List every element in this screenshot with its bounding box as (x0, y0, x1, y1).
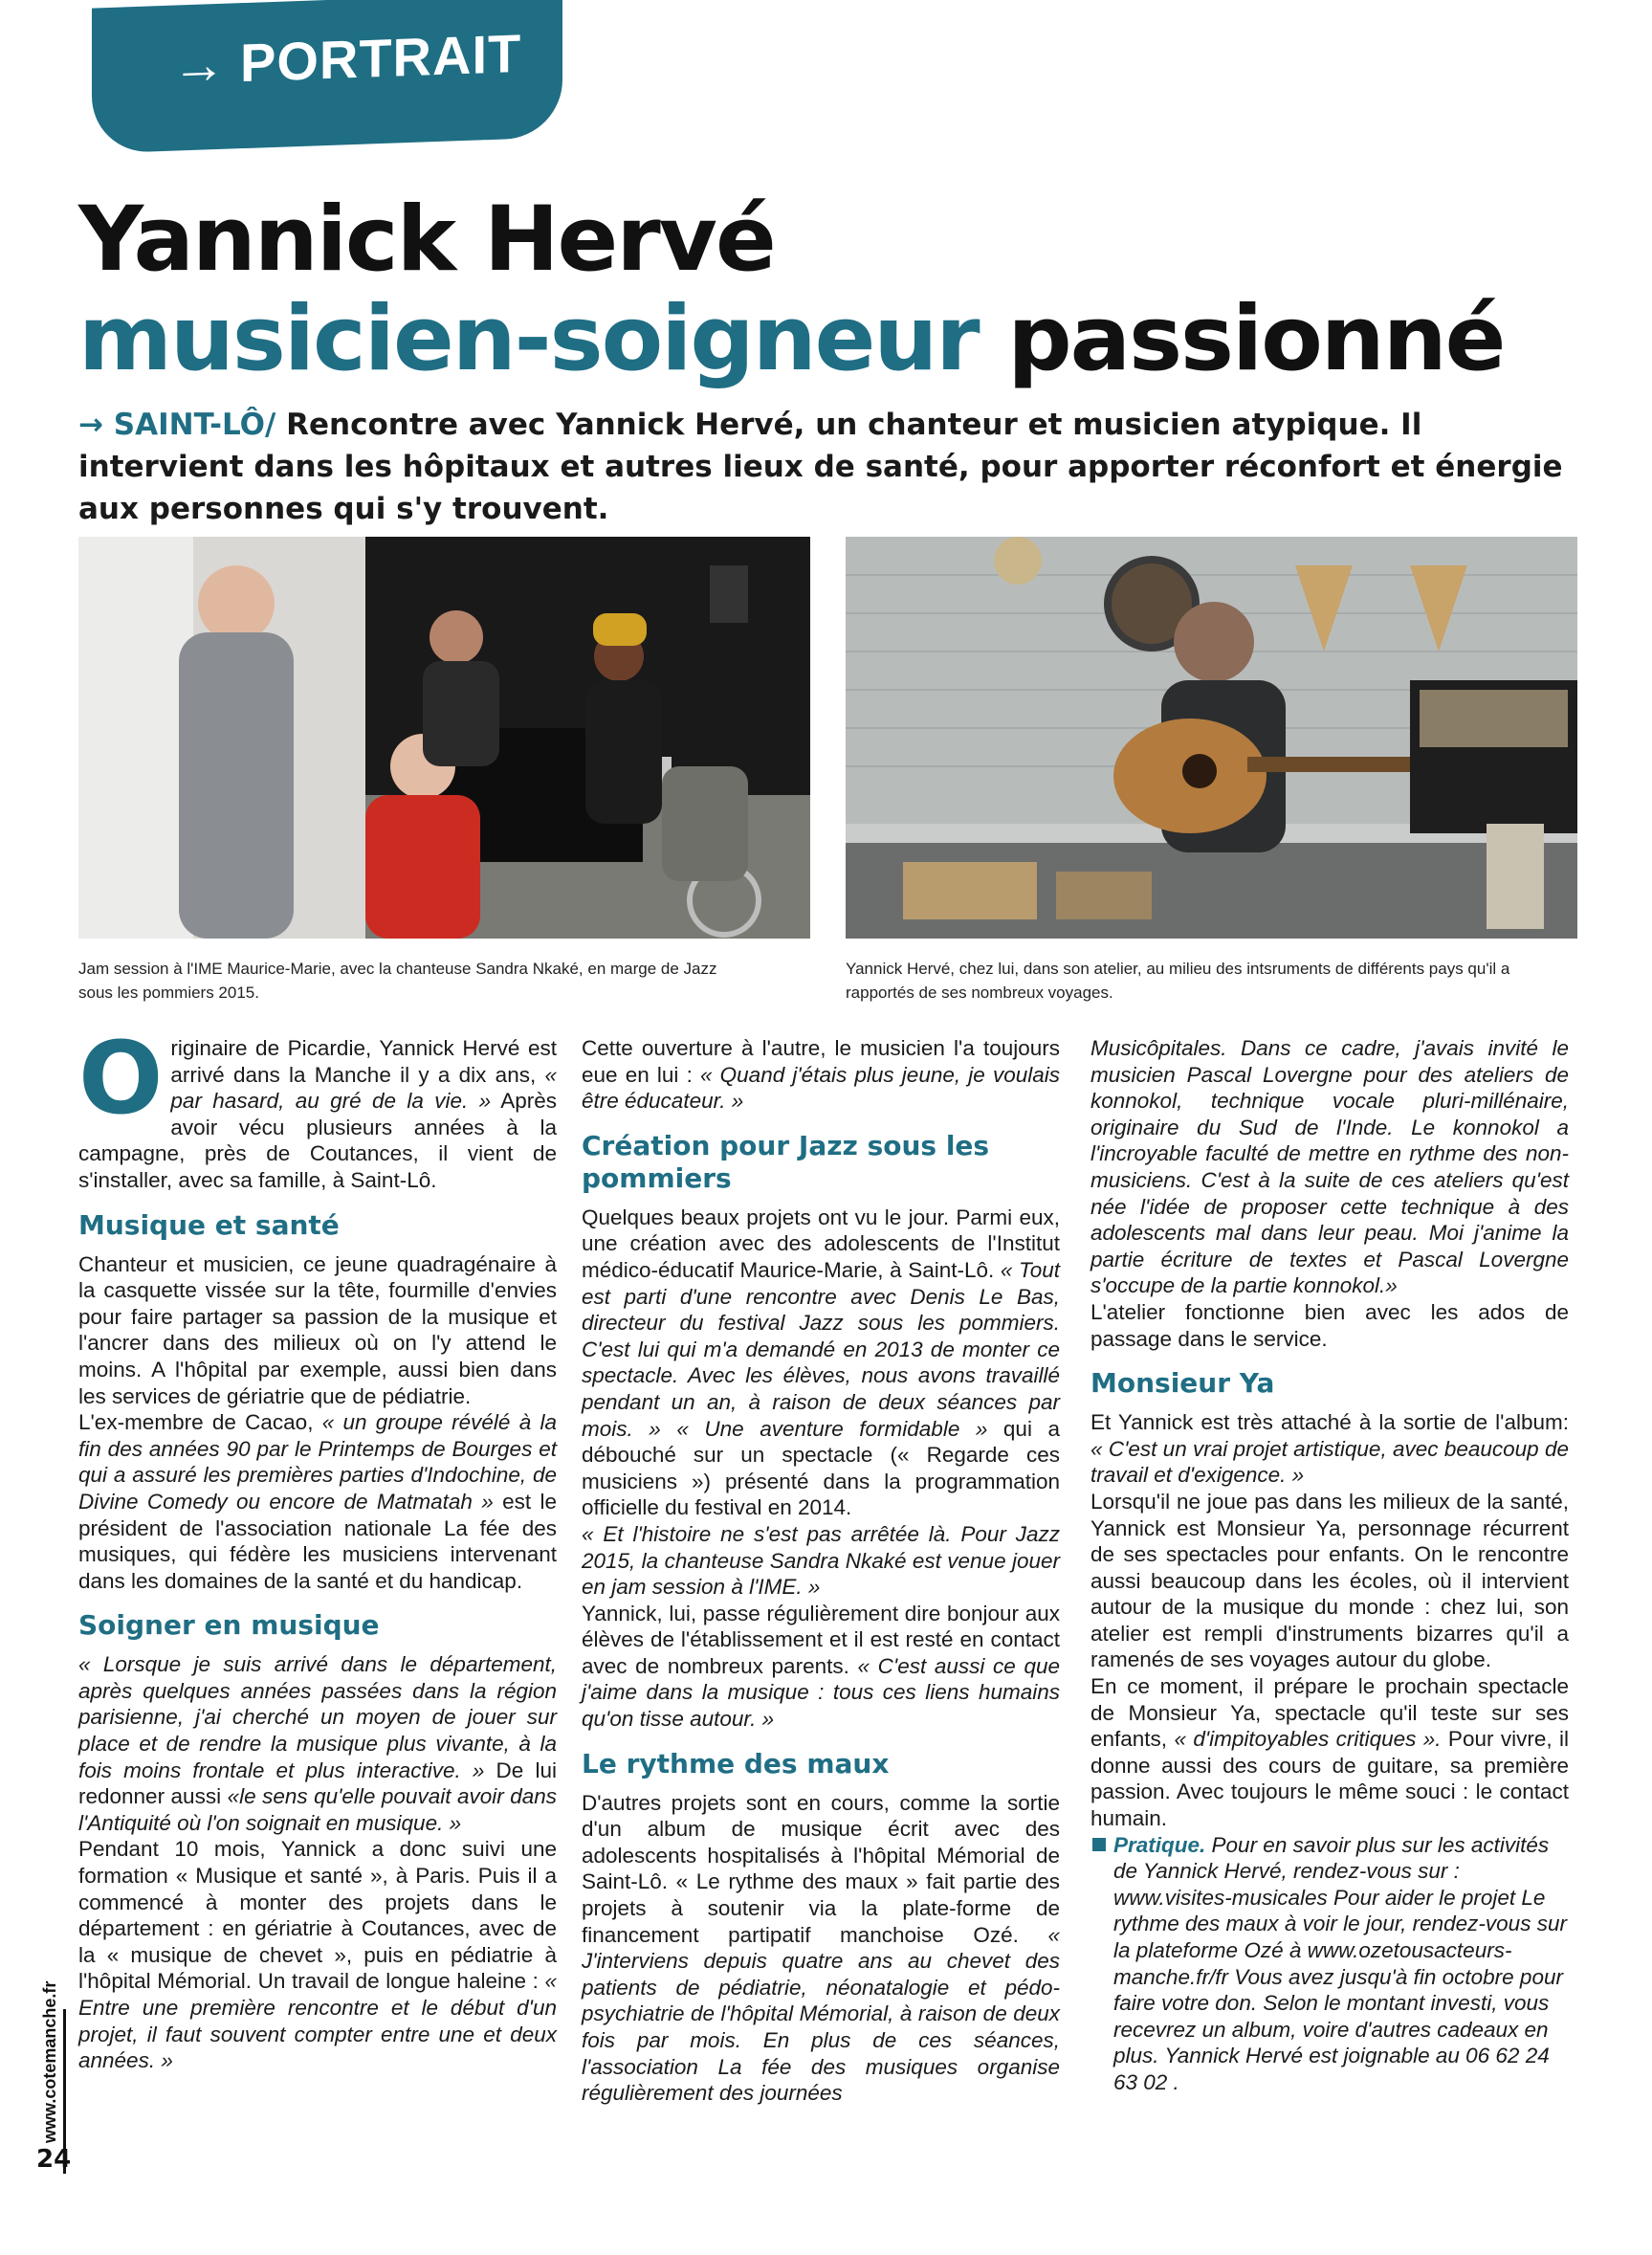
quote: « Entre une première rencontre et le début d'un projet, il faut souvent compter entre une et deux années. » (78, 1969, 557, 2073)
paragraph (78, 1409, 557, 1594)
column-2 (582, 1035, 1060, 2107)
page-number: 24 (36, 2145, 72, 2174)
lede-place: → SAINT-LÔ/ (78, 408, 276, 442)
paragraph (582, 1035, 1060, 1115)
lede-text: Rencontre avec Yannick Hervé, un chanteur et musicien atypique. Il intervient dans les hôpitaux et autres lieux de santé, pour apporter réconfort et énergie aux personnes qui s'y trouvent. (78, 408, 1563, 526)
text: Pendant 10 mois, Yannick a donc suivi une formation « Musique et santé », à Paris. Puis il a commencé à monter des projets dans le département : en gériatrie à Coutances, avec de la « musique de chevet », puis en pédiatrie à l'hôpital Mémorial. Un travail de longue haleine : (78, 1837, 557, 1994)
paragraph (582, 1521, 1060, 1601)
intro-paragraph (78, 1020, 557, 1194)
lede (78, 404, 1580, 530)
headline-rest: passionné (978, 287, 1505, 391)
headline-line-2 (78, 287, 1504, 391)
text: Cette ouverture à l'autre, le musicien l'a toujours eue en lui : (582, 1036, 1060, 1087)
square-bullet-icon (1092, 1838, 1106, 1851)
paragraph: Chanteur et musicien, ce jeune quadragénaire à la casquette vissée sur la tête, fourmille d'envies pour faire partager sa passion de la musique et l'ancrer dans des milieux où on l'y attend le moins. A l'hôpital par exemple, aussi bien dans les services de gériatrie que de pédiatrie. (78, 1251, 557, 1408)
paragraph (582, 1601, 1060, 1733)
pratique-text: Pour en savoir plus sur les activités de Yannick Hervé, rendez-vous sur : www.visites-musicales Pour aider le projet Le rythme des maux à voir le jour, rendez-vous sur la plateforme Ozé à www.ozetousacteurs-manche.fr/fr Vous avez jusqu'à fin octobre pour faire votre don. Selon le montant investi, vous recevrez un album, voire d'autres cadeaux en plus. Yannick Hervé est joignable au 06 62 24 63 02 . (1113, 1832, 1567, 2094)
paragraph (78, 1836, 557, 2073)
quote: « Tout est parti d'une rencontre avec Denis Le Bas, directeur du festival Jazz sous les pommiers. C'est lui qui m'a demandé en 2013 de monter ce spectacle. Avec les élèves, nous avons travaillé pendant un an, à raison de deux séances par mois. » « Une aventure formidable » (582, 1257, 1060, 1441)
heading-monsieur-ya: Monsieur Ya (1090, 1367, 1275, 1400)
quote: « C'est un vrai projet artistique, avec beaucoup de travail et d'exigence. » (1090, 1436, 1569, 1488)
paragraph (1090, 1409, 1569, 1489)
site-url-text: www.cotemanche.fr (40, 1980, 59, 2143)
text: Quelques beaux projets ont vu le jour. Parmi eux, une création avec des adolescents de l'Institut médico-éducatif Maurice-Marie, à Saint-Lô. (582, 1205, 1060, 1282)
quote: « d'impitoyables critiques ». (1174, 1727, 1442, 1752)
text: En ce moment, il prépare le prochain spectacle de Monsieur Ya, spectacle qu'il teste sur ses enfants, (1090, 1674, 1569, 1752)
heading-rythme-maux: Le rythme des maux (582, 1747, 890, 1780)
column-3 (1090, 1035, 1569, 2096)
quote: Musicôpitales. Dans ce cadre, j'avais invité le musicien Pascal Lovergne pour des ateliers de konnokol, technique vocale pluri-millénaire, originaire du Sud de l'Inde. Le konnokol a l'incroyable faculté de mettre en rythme des non-musiciens. C'est à la suite de ces ateliers qu'est née l'idée de proposer cette technique à des adolescents mal dans leur peau. Moi j'anime la partie écriture de textes et Pascal Lovergne s'occupe de la partie konnokol.» (1090, 1036, 1569, 1298)
paragraph (1090, 1035, 1569, 1299)
heading-musique-sante: Musique et santé (78, 1208, 340, 1241)
paragraph (1090, 1673, 1569, 1832)
text: qui a débouché sur un spectacle (« Regarde ces musiciens ») présenté dans la programmation officielle du festival en 2014. (582, 1416, 1060, 1520)
text: Pour vivre, il donne aussi des cours de guitare, sa première passion. Avec toujours le même souci : le contact humain. (1090, 1727, 1569, 1831)
intro-text-end: Après avoir vécu plusieurs années à la campagne, près de Coutances, il vient de s'installer, avec sa famille, à Saint-Lô. (78, 1089, 557, 1192)
headline-highlight: musicien-soigneur (78, 287, 979, 391)
intro-text: riginaire de Picardie, Yannick Hervé est arrivé dans la Manche il y a dix ans, (170, 1036, 557, 1087)
section-label: PORTRAIT (240, 22, 522, 94)
quote: « J'interviens depuis quatre ans au chevet des patients de pédiatrie, néonatalogie et pédo-psychiatrie de l'hôpital Mémorial, à raison de deux fois par mois. En plus de ces séances, l'association La fée des musiques organise régulièrement des journées (582, 1922, 1060, 2106)
intro-quote: « par hasard, au gré de la vie. » (170, 1062, 557, 1114)
quote: « Et l'histoire ne s'est pas arrêtée là. Pour Jazz 2015, la chanteuse Sandra Nkaké est venue jouer en jam session à l'IME. » (582, 1521, 1060, 1600)
quote: « un groupe révélé à la fin des années 90 par le Printemps de Bourges et qui a assuré les premières parties d'Indochine, de Divine Comedy ou encore de Matmatah » (78, 1410, 557, 1514)
caption-right: Yannick Hervé, chez lui, dans son atelier, au milieu des intsruments de différents pays qu'il a rapportés de ses nombreux voyages. (846, 960, 1510, 1002)
quote: «le sens qu'elle pouvait avoir dans l'Antiquité où l'on soignait en musique. » (78, 1784, 557, 1835)
caption-left: Jam session à l'IME Maurice-Marie, avec la chanteuse Sandra Nkaké, en marge de Jazz sous les pommiers 2015. (78, 960, 717, 1002)
paragraph (582, 1205, 1060, 1521)
text: L'ex-membre de Cacao, (78, 1410, 322, 1435)
paragraph: L'atelier fonctionne bien avec les ados de passage dans le service. (1090, 1299, 1569, 1351)
text: est le président de l'association nationale La fée des musiques, qui fédère les musiciens intervenant dans les domaines de la santé et du handicap. (78, 1489, 557, 1593)
heading-creation-jazz: Création pour Jazz sous les pommiers (582, 1129, 990, 1194)
drop-cap: O (78, 1020, 164, 1137)
quote: « Lorsque je suis arrivé dans le département, après quelques années passées dans la région parisienne, j'ai cherché un moyen de jouer sur place et de rendre la musique plus vivante, à la fois moins frontale et plus interactive. » (78, 1652, 557, 1782)
text: De lui redonner aussi (78, 1758, 557, 1809)
text: Et Yannick est très attaché à la sortie de l'album: (1090, 1410, 1569, 1435)
pratique-label: Pratique. (1113, 1832, 1206, 1857)
headline-line-1: Yannick Hervé (78, 188, 775, 292)
text: D'autres projets sont en cours, comme la sortie d'un album de musique écrit avec des adolescents hospitalisés à l'hôpital Mémorial de Saint-Lô. « Le rythme des maux » fait partie des projets à soutenir via la plate-forme de financement partipatif manchoise Ozé. (582, 1790, 1060, 1947)
photo-studio (846, 537, 1577, 939)
arrow-icon: → (172, 33, 227, 96)
paragraph (582, 1790, 1060, 2107)
pratique-box (1090, 1832, 1569, 2096)
section-tab (92, 0, 562, 154)
column-1 (78, 1020, 557, 2074)
paragraph (78, 1651, 557, 1836)
paragraph: Lorsqu'il ne joue pas dans les milieux de la santé, Yannick est Monsieur Ya, personnage récurrent de ses spectacles pour enfants. On le rencontre aussi beaucoup dans les écoles, où il intervient autour de la musique du monde : chez lui, son atelier est rempli d'instruments bizarres qu'il a ramenés de ses voyages autour du globe. (1090, 1489, 1569, 1672)
quote: « C'est aussi ce que j'aime dans la musique : tous ces liens humains qu'on tisse autour. » (582, 1653, 1060, 1732)
photo-jam-session (78, 537, 810, 939)
site-url (40, 1952, 61, 2143)
text: Yannick, lui, passe régulièrement dire bonjour aux élèves de l'établissement et il est resté en contact avec de nombreux parents. (582, 1601, 1060, 1678)
quote: « Quand j'étais plus jeune, je voulais être éducateur. » (582, 1062, 1060, 1114)
heading-soigner-musique: Soigner en musique (78, 1609, 380, 1642)
